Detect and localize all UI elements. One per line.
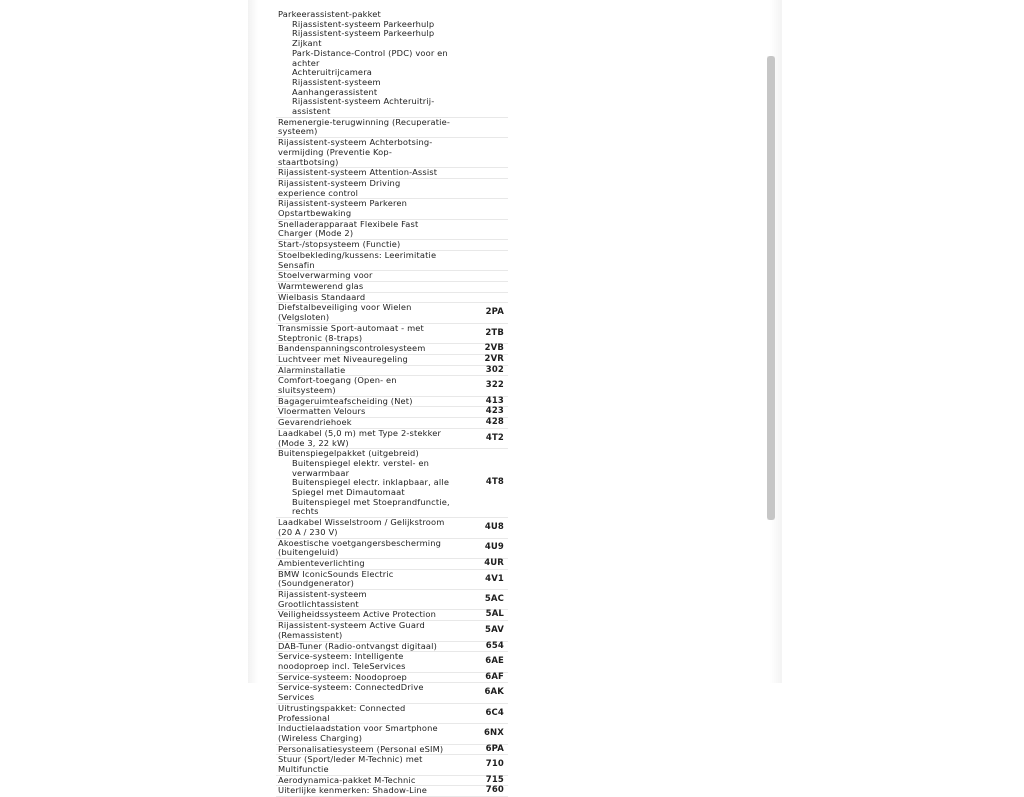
option-code: 428 [485,417,504,428]
option-description [276,199,452,218]
option-description [276,179,452,198]
option-description [276,745,452,755]
option-description [276,293,452,303]
option-code: 2TB [485,327,504,338]
option-description [276,366,452,376]
scrollbar-thumb[interactable] [767,56,775,520]
option-row [276,776,508,787]
option-title: Luchtveer met Niveauregeling [278,353,408,364]
option-description [276,539,452,558]
option-code: 4T2 [485,432,504,443]
option-title: Buitenspiegelpakket (uitgebreid) [278,448,419,459]
option-title: Personalisatiesysteem (Personal eSIM) [278,743,444,754]
option-code: 4T8 [485,477,504,488]
option-description [276,271,452,281]
option-title: Laadkabel (5,0 m) met Type 2-stekker (Mode 3, 22 kW) [278,427,442,448]
option-row [276,652,508,672]
option-row [276,724,508,744]
option-title: Rijassistent-systeem Parkeren Opstartbewaking [278,198,408,219]
option-sub-item: Achteruitrijcamera [292,67,372,78]
option-code: 6C4 [485,707,504,718]
option-code: 322 [485,380,504,391]
option-title: Uitrustingspakket: Connected Professional [278,702,406,723]
option-description [276,240,452,250]
option-row [276,251,508,271]
option-code: 6NX [483,728,504,739]
option-title: Service-systeem: Noodoproep [278,671,407,682]
option-title: Akoestische voetgangersbescherming (buitengeluid) [278,537,442,558]
option-row [276,755,508,775]
option-description [276,251,452,270]
option-title: Laadkabel Wisselstroom / Gelijkstroom (20 A / 230 V) [278,517,445,537]
option-code: 2VB [484,343,504,354]
option-sub-item: Rijassistent-systeem Parkeerhulp Zijkant [292,28,435,49]
option-description [276,418,452,428]
option-title: Warmtewerend glas [278,280,364,291]
option-title: DAB-Tuner (Radio-ontvangst digitaal) [278,640,438,651]
option-title: Gevarendriehoek [278,417,352,428]
option-row [276,355,508,366]
option-sub-item: Buitenspiegel elektr. verstel- en verwarmbaar [292,457,430,478]
options-table [276,10,508,797]
option-title: Rijassistent-systeem Attention-Assist [278,167,438,178]
option-sub-item: Buitenspiegel electr. inklapbaar, alle Spiegel met Dimautomaat [292,477,450,498]
option-description [276,776,452,786]
option-code: 710 [485,759,504,770]
option-code: 715 [485,774,504,785]
option-description [276,118,452,137]
option-title: BMW IconicSounds Electric (Soundgenerator) [278,568,394,589]
option-description [276,610,452,620]
option-sub-item: Rijassistent-systeem Achteruitrij-assistent [292,96,435,117]
option-row [276,179,508,199]
option-row [276,324,508,344]
option-title: Service-systeem: ConnectedDrive Services [278,682,424,703]
option-title: Rijassistent-systeem Driving experience control [278,177,401,198]
option-code: 6AF [485,671,504,682]
option-title: Rijassistent-systeem Achterbotsing-vermijding (Preventie Kop-staartbotsing) [278,137,433,167]
option-description [276,786,452,796]
option-description [276,324,452,343]
option-title: Stuur (Sport/leder M-Technic) met Multifunctie [278,754,423,775]
option-row [276,303,508,323]
option-code: 5AC [484,593,504,604]
option-description [276,376,452,395]
option-title: Parkeerassistent-pakket [278,9,381,19]
option-title: Veiligheidssysteem Active Protection [278,609,436,620]
option-row [276,683,508,703]
page-left-edge [248,0,258,683]
option-row [276,570,508,590]
option-code: 2VR [484,353,504,364]
option-description [276,429,452,448]
option-row [276,10,508,118]
option-sub-item: Rijassistent-systeem Parkeerhulp [292,18,435,29]
option-description [276,138,452,167]
option-title: Comfort-toegang (Open- en sluitsysteem) [278,375,397,396]
option-description [276,220,452,239]
option-title: Service-systeem: Intelligente noodoproep incl. TeleServices [278,651,406,671]
option-title: Stoelverwarming voor [278,270,373,281]
option-row [276,138,508,168]
option-sub-item: Buitenspiegel met Stoeprandfunctie, rechts [292,496,450,517]
option-row [276,118,508,138]
option-title: Bagageruimteafscheiding (Net) [278,395,413,406]
option-description [276,652,452,671]
option-description [276,407,452,417]
option-title: Wielbasis Standaard [278,291,366,302]
option-description [276,344,452,354]
option-title: Remenergie-terugwinning (Recuperatie-systeem) [278,116,450,137]
option-description [276,559,452,569]
option-description [276,755,452,774]
option-title: Uiterlijke kenmerken: Shadow-Line [278,785,428,796]
option-sub-item: Rijassistent-systeem Aanhangerassistent [292,76,381,97]
option-code: 423 [485,406,504,417]
option-description [276,704,452,723]
option-row [276,704,508,724]
option-row [276,621,508,641]
option-code: 654 [485,640,504,651]
option-sub-items [278,20,450,117]
option-row [276,199,508,219]
option-code: 6PA [485,743,504,754]
option-description [276,621,452,640]
option-title: Ambienteverlichting [278,557,365,568]
option-description [276,590,452,609]
option-description [276,397,452,407]
option-description [276,168,452,178]
option-title: Start-/stopsysteem (Functie) [278,239,401,250]
option-code: 302 [485,364,504,375]
option-description [276,683,452,702]
option-title: Alarminstallatie [278,364,346,375]
option-code: 6AE [485,656,504,667]
option-code: 2PA [485,307,504,318]
option-title: Diefstalbeveiliging voor Wielen (Velgsloten) [278,302,412,323]
option-title: Transmissie Sport-automaat - met Steptronic (8-traps) [278,322,424,343]
option-row [276,786,508,797]
option-title: Rijassistent-systeem Active Guard (Remassistent) [278,620,425,640]
option-description [276,518,452,537]
option-code: 5AV [485,625,504,636]
option-title: Aerodynamica-pakket M-Technic [278,774,416,785]
option-description [276,570,452,589]
option-row [276,745,508,756]
option-description [276,642,452,652]
option-row [276,590,508,610]
option-code: 6AK [484,687,504,698]
option-description [276,449,452,517]
option-sub-items [278,459,450,517]
option-code: 413 [485,395,504,406]
option-description [276,673,452,683]
option-code: 4UR [484,557,504,568]
option-code: 5AL [485,609,504,620]
option-row [276,220,508,240]
option-code: 760 [485,785,504,796]
option-description [276,724,452,743]
option-description [276,282,452,292]
option-title: Vloermatten Velours [278,406,366,417]
option-row [276,376,508,396]
option-description [276,303,452,322]
option-row [276,429,508,449]
option-row [276,449,508,518]
option-title: Stoelbekleding/kussens: Leerimitatie Sensafin [278,249,437,270]
option-title: Rijassistent-systeem Grootlichtassistent [278,589,367,609]
option-description [276,355,452,365]
option-title: Inductielaadstation voor Smartphone (Wireless Charging) [278,723,438,743]
option-title: Snelladerapparaat Flexibele Fast Charger (Mode 2) [278,218,419,239]
option-sub-item: Park-Distance-Control (PDC) voor en achter [292,47,448,68]
option-code: 4U9 [484,542,504,553]
option-code: 4U8 [484,522,504,532]
option-code: 4V1 [485,573,504,584]
option-row [276,539,508,559]
option-description [276,10,452,117]
option-row [276,518,508,538]
option-title: Bandenspanningscontrolesysteem [278,343,426,354]
